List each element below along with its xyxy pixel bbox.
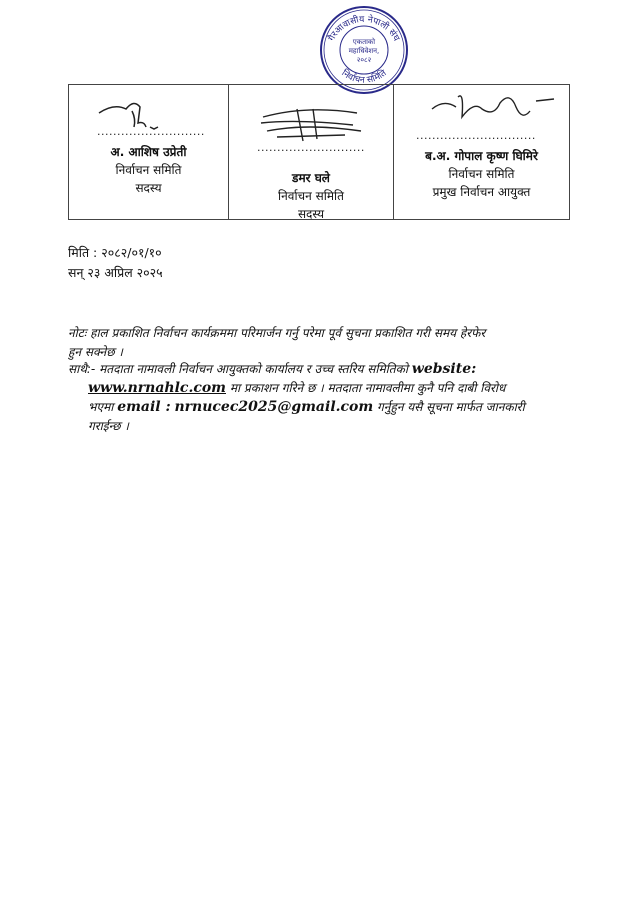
svg-text:निर्वाचन समिति xyxy=(339,66,389,86)
signature-3 xyxy=(424,87,564,133)
signatory-role: निर्वाचन समिति xyxy=(278,189,344,203)
signature-table xyxy=(68,84,570,220)
seal-inner-line2: महाधिवेशन, xyxy=(348,47,380,55)
seal-bottom-text: निर्वाचन समिति xyxy=(339,68,389,86)
email-label: email : xyxy=(117,399,171,415)
signatory-position: प्रमुख निर्वाचन आयुक्त xyxy=(432,185,531,199)
signatory-name: ब.अ. गोपाल कृष्ण घिमिरे xyxy=(425,149,538,163)
signature-line: .............................. xyxy=(416,129,536,142)
signatory-position: सदस्य xyxy=(135,181,162,195)
signatory-role: निर्वाचन समिति xyxy=(448,167,515,181)
appendix-text-part3: भएमा xyxy=(88,400,114,414)
signatory-role: निर्वाचन समिति xyxy=(115,163,182,177)
appendix-paragraph xyxy=(68,360,578,436)
seal-inner-line3: २०८२ xyxy=(356,56,372,64)
signatory-cell-1 xyxy=(69,85,229,219)
appendix-text-part4: गर्नुहुन यसै सूचना मार्फत जानकारी xyxy=(377,400,525,414)
signature-line: ........................... xyxy=(97,125,205,138)
signature-2 xyxy=(257,101,367,145)
seal-outer-text: गैरआवासीय नेपाली संघ xyxy=(326,14,402,44)
note-text-line1: हाल प्रकाशित निर्वाचन कार्यक्रममा परिमार्जन गर्नु परेमा पूर्व सुचना प्रकाशित गरी समय हेरफेर xyxy=(90,326,486,340)
website-label: website: xyxy=(411,361,477,377)
email-address[interactable]: nrnucec2025@gmail.com xyxy=(174,399,374,415)
election-committee-seal xyxy=(318,4,410,96)
signatory-name: अ. आशिष उप्रेती xyxy=(110,145,187,159)
date-bs: मिति : २०८२/०१/१० xyxy=(68,245,162,260)
signatory-cell-2 xyxy=(229,85,394,219)
appendix-text-part2: मा प्रकाशन गरिने छ । मतदाता नामावलीमा कुनै पनि दाबी विरोध xyxy=(229,381,506,395)
date-ad: सन् २३ अप्रिल २०२५ xyxy=(68,265,163,280)
signatory-position: सदस्य xyxy=(297,207,325,221)
appendix-text-part5: गराईन्छ । xyxy=(88,419,129,433)
note-text-line2: हुन सक्नेछ । xyxy=(68,345,123,359)
appendix-label: साथै:- xyxy=(68,362,96,376)
seal-inner-line1: एकताको xyxy=(352,38,376,46)
signatory-name: डमर घले xyxy=(292,171,330,185)
note-label: नोटः xyxy=(68,326,87,340)
appendix-text-part1: मतदाता नामावली निर्वाचन आयुक्तको कार्यालय र उच्च स्तरिय समितिको xyxy=(99,362,408,376)
website-link[interactable]: www.nrnahlc.com xyxy=(88,380,226,396)
signature-line: ........................... xyxy=(257,141,365,154)
note-paragraph xyxy=(68,324,578,362)
signatory-cell-3 xyxy=(394,85,569,219)
